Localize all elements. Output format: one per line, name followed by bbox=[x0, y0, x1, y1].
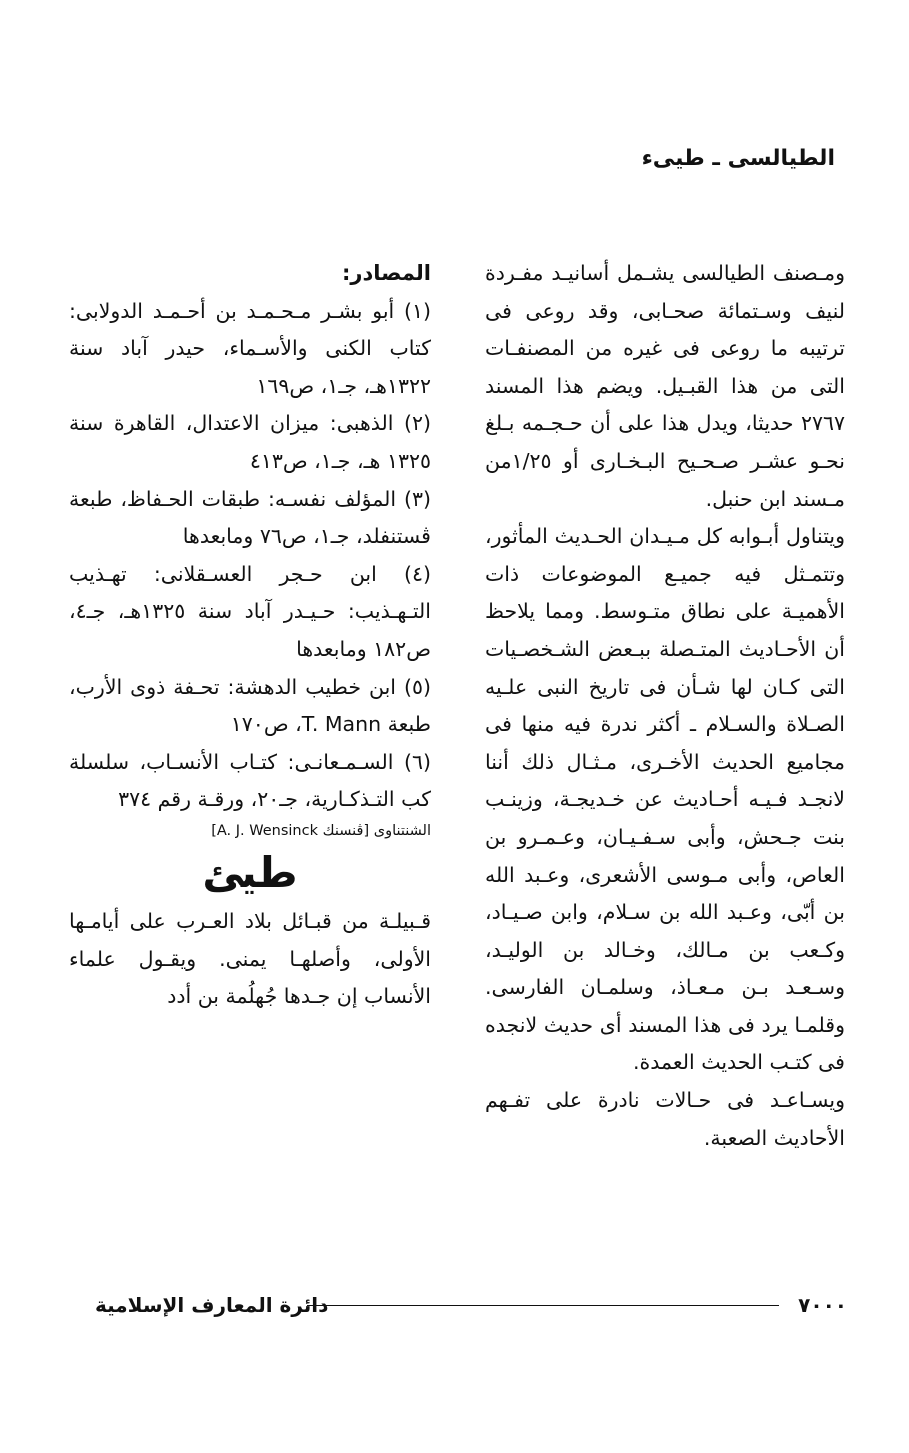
reference-6: (٦) السـمـعانـى: كتـاب الأنسـاب، سلسلة كب التـذكـارية، جـ٢٠، ورقـة رقم ٣٧٤ bbox=[69, 749, 431, 812]
article-heading: طيئ bbox=[202, 847, 298, 897]
reference-4: (٤) ابن حـجر العسـقلانى: تهـذيب التـهـذيب: حـيـدر آباد سنة ١٣٢٥هـ، جـ٤، ص١٨٢ ومابعدها bbox=[69, 561, 431, 661]
reference-2: (٢) الذهبى: ميزان الاعتدال، القاهرة سنة ١٣٢٥ هـ، جـ١، ص٤١٣ bbox=[69, 411, 431, 473]
page-footer bbox=[95, 1290, 847, 1320]
running-head: الطيالسى ـ طيىء bbox=[641, 146, 835, 171]
publication-title: دائرة المعارف الإسلامية bbox=[95, 1293, 329, 1317]
right-paragraph-2: ويتناول أبـوابه كل مـيـدان الحـديث المأثور، وتتمـثل فيه جميـع الموضوعات ذات الأهميـة على نطاق متـوسط. ومما يلاحظ أن الأحـاديث المتـصلة ببـعض الشـخصـيات التى كـان لها شـأن فى تاريخ النبى علـيه الصـلاة والسـلام ـ أكثر ندرة فيه منها فى مجاميع الحديث الأخـرى، مـثـال ذلك أننا لانجـد فـيـه أحـاديث عن خـديجـة، وزينـب بنت جـحش، وأبى سـفـيـان، وعـمـرو بن العاص، وأبى مـوسى الأشعرى، وعـبد الله بن أبّى، وعـبد الله بن سـلام، وابن صـيـاد، وكـعب بن مـالك، وخـالد بن الوليـد، وسـعـد بـن مـعـاذ، وسلمـان الفارسى. وقلمـا يرد فى هذا المسند أى حديث لانجده فى كتـب الحديث العمدة. bbox=[485, 524, 845, 1075]
footer-rule bbox=[307, 1305, 779, 1306]
reference-1: (١) أبو بشـر مـحـمـد بن أحـمـد الدولابى: كتاب الكنى والأسـماء، حيدر آباد سنة ١٣٢٢هـ، جـ١، ص١٦٩ bbox=[69, 298, 431, 398]
right-paragraph-3: ويسـاعـد فى حـالات نادرة على تفـهم الأحاديث الصعبة. bbox=[485, 1088, 845, 1150]
sources-heading: المصادر: bbox=[341, 261, 431, 285]
article-paragraph: قـبيلـة من قبـائل بلاد العـرب على أيامـها الأولى، وأصلهـا يمنى. ويقـول علماء الأنساب إن جـدها جُهلُمة بن أدد bbox=[69, 908, 431, 1009]
reference-3: (٣) المؤلف نفسـه: طبقات الحـفاظ، طبعة ڤستنفلد، جـ١، ص٧٦ ومابعدها bbox=[69, 486, 431, 549]
left-column bbox=[69, 255, 431, 1016]
author-attribution: الشنتناوى [ڤنسنك A. J. Wensinck] bbox=[211, 822, 431, 839]
reference-5: (٥) ابن خطيب الدهشة: تحـفة ذوى الأرب، طبعة T. Mann، ص١٧٠ bbox=[69, 674, 431, 737]
page-number: ٧٠٠٠ bbox=[798, 1293, 847, 1317]
right-paragraph-1: ومـصنف الطيالسى يشـمل أسانيـد مفـردة لنيف وسـتمائة صحـابى، وقد روعى فى ترتيبه ما روعى فى غيره من المصنفـات التى من هذا القبـيل. ويضم هذا المسند ٢٧٦٧ حديثا، ويدل هذا على أن حـجـمه بـلغ نحـو عشـر صـحـيح البـخـارى أو ١/٢٥من مـسند ابن حنبل. bbox=[485, 261, 845, 511]
right-column bbox=[485, 255, 845, 1157]
